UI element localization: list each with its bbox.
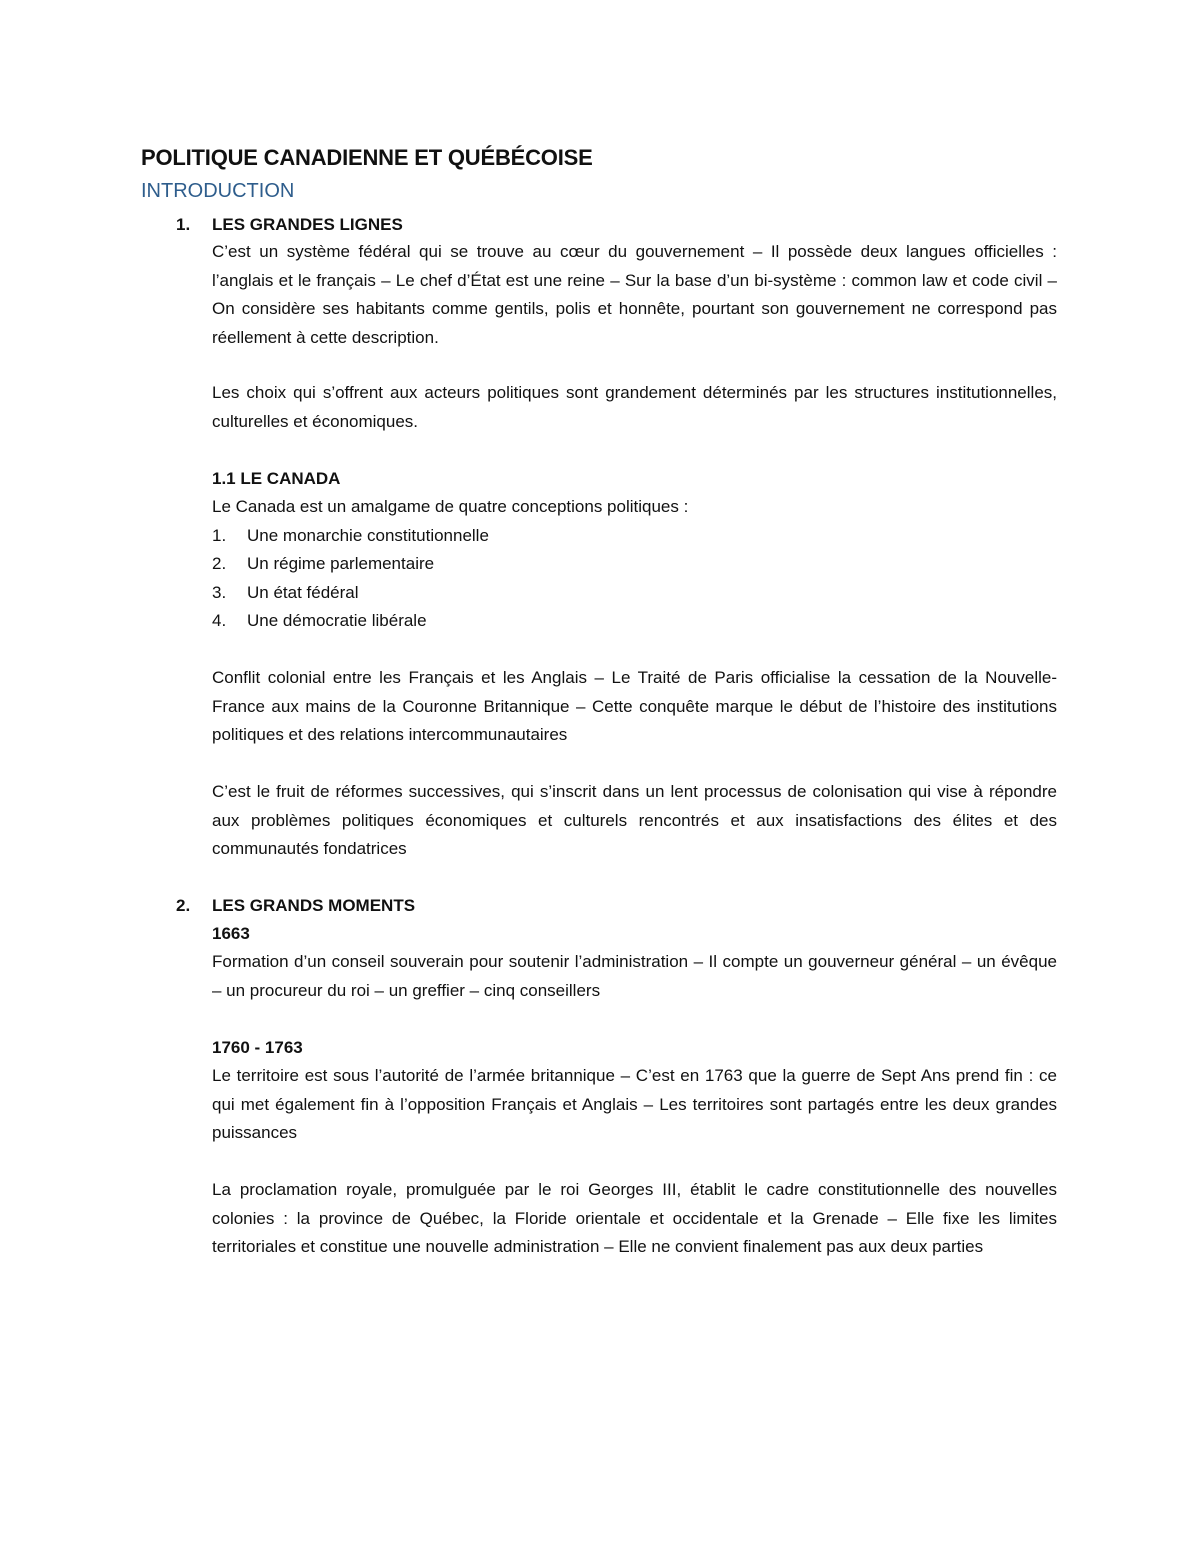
year-heading-1760-1763: 1760 - 1763	[212, 1038, 303, 1057]
section-1-paragraph-1: C’est un système fédéral qui se trouve au cœur du gouvernement – Il possède deux langues officielles : l’anglais et le français – Le chef d’État est une reine – Sur la base d’un bi-système : common law et code civil – On considère ses habitants comme gentils, polis et honnête, pourtant son gouvernement ne correspond pas réellement à cette description.	[212, 242, 1057, 347]
list-item-text: Un régime parlementaire	[247, 554, 435, 573]
section-introduction-heading: INTRODUCTION	[141, 180, 295, 202]
list-item	[212, 579, 359, 608]
list-item-text: Un état fédéral	[247, 583, 359, 602]
list-item-text: Une démocratie libérale	[247, 611, 427, 630]
subsection-1-1-heading: 1.1 LE CANADA	[212, 469, 341, 488]
section-1-title: LES GRANDES LIGNES	[212, 215, 403, 234]
list-item	[212, 522, 489, 551]
section-1-paragraph-4: C’est le fruit de réformes successives, qui s’inscrit dans un lent processus de colonisation qui vise à répondre aux problèmes politiques économiques et culturels rencontrés et aux insatisfactions des élites et des communautés fondatrices	[212, 782, 1057, 858]
section-2-paragraph-2: Le territoire est sous l’autorité de l’armée britannique – C’est en 1763 que la guerre de Sept Ans prend fin : ce qui met également fin à l’opposition Français et Anglais – Les territoires sont partagés entre les deux grandes puissances	[212, 1066, 1057, 1142]
list-item-number: 2.	[212, 554, 227, 573]
section-2-paragraph-3: La proclamation royale, promulguée par le roi Georges III, établit le cadre constitutionnelle des nouvelles colonies : la province de Québec, la Floride orientale et occidentale et la Grenade – Elle fixe les limites territoriales et constitue une nouvelle administration – Elle ne convient finalement pas aux deux parties	[212, 1180, 1057, 1256]
year-heading-1663: 1663	[212, 924, 250, 943]
section-2-title: LES GRANDS MOMENTS	[212, 896, 416, 915]
list-item	[212, 550, 434, 579]
subsection-1-1-intro: Le Canada est un amalgame de quatre conceptions politiques :	[212, 497, 689, 516]
list-item-text: Une monarchie constitutionnelle	[247, 526, 489, 545]
section-2-number: 2.	[176, 896, 191, 915]
section-2-paragraph-1: Formation d’un conseil souverain pour soutenir l’administration – Il compte un gouverneur général – un évêque – un procureur du roi – un greffier – cinq conseillers	[212, 952, 1057, 1000]
list-item-number: 4.	[212, 611, 227, 630]
section-1-paragraph-3: Conflit colonial entre les Français et les Anglais – Le Traité de Paris officialise la cessation de la Nouvelle-France aux mains de la Couronne Britannique – Cette conquête marque le début de l’histoire des institutions politiques et des relations intercommunautaires	[212, 668, 1057, 744]
section-1-paragraph-2: Les choix qui s’offrent aux acteurs politiques sont grandement déterminés par les structures institutionnelles, culturelles et économiques.	[212, 383, 1057, 431]
section-1-number: 1.	[176, 215, 191, 234]
document-title: POLITIQUE CANADIENNE ET QUÉBÉCOISE	[141, 145, 593, 170]
list-item	[212, 607, 427, 636]
list-item-number: 3.	[212, 583, 227, 602]
list-item-number: 1.	[212, 526, 227, 545]
